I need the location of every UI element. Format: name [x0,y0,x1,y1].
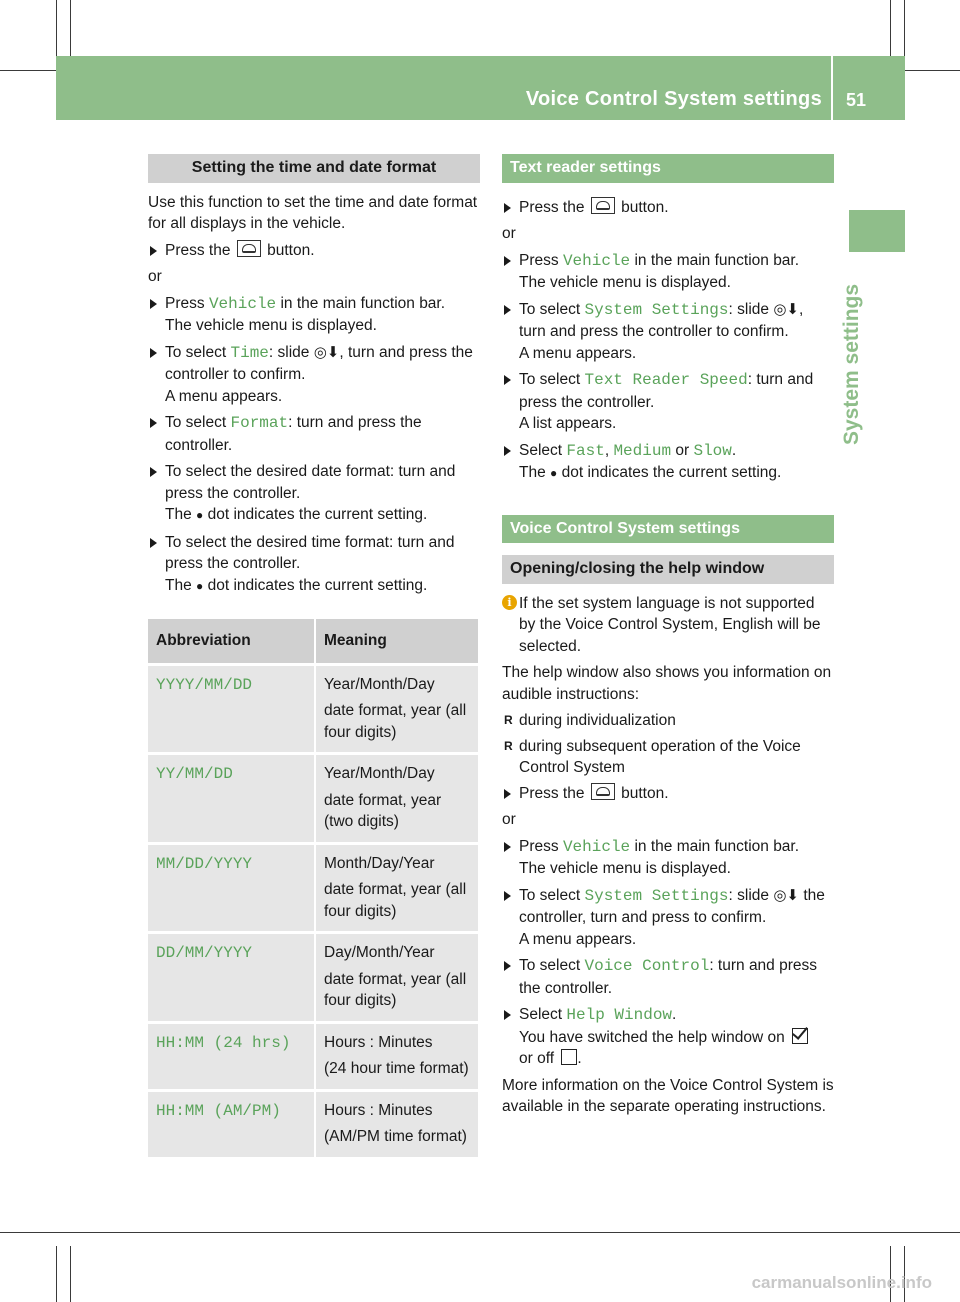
dot-indicator-icon: ● [196,578,204,593]
vehicle-button-icon [591,783,615,800]
menu-item-help-window: Help Window [566,1006,673,1024]
side-section-label: System settings [840,283,863,445]
controller-slide-icon: ◎⬇ [773,886,799,904]
step: To select Format: turn and press the controller. [148,412,480,456]
step: Press Vehicle in the main function bar. The vehicle menu is displayed. [502,250,834,294]
controller-slide-icon: ◎⬇ [313,343,340,361]
step: To select Text Reader Speed: turn and press the controller. A list appears. [502,369,834,435]
menu-item-system-settings: System Settings [584,300,729,319]
format-table [148,619,480,1157]
table-row: YY/MM/DD Year/Month/Day date format, year (two digits) [148,754,479,844]
dot-indicator-icon: ● [550,466,558,480]
step: Press Vehicle in the main function bar. The vehicle menu is displayed. [502,836,834,880]
format-code: MM/DD/YYYY [156,854,253,873]
menu-item-vehicle: Vehicle [208,294,277,313]
checkbox-unchecked-icon [561,1049,577,1065]
table-row: MM/DD/YYYY Month/Day/Year date format, year (all four digits) [148,843,479,933]
step: Select Fast, Medium or Slow. The ● dot indicates the current setting. [502,440,834,485]
section-heading-help-window: Opening/closing the help window [502,555,834,584]
intro-text: Use this function to set the time and date format for all displays in the vehicle. [148,193,478,232]
menu-item-text-reader-speed: Text Reader Speed [584,371,748,389]
right-column [502,154,834,1123]
info-note: i If the set system language is not supported by the Voice Control System, English will be selected. [502,593,834,658]
table-header-abbreviation: Abbreviation [148,619,315,664]
list-item: R during subsequent operation of the Voice Control System [502,736,834,779]
crop-mark [890,0,891,56]
or-text: or [148,268,162,285]
help-intro-text: The help window also shows you information on audible instructions: [502,664,832,703]
menu-item-vehicle: Vehicle [562,837,631,856]
step: Press the button. [502,783,834,805]
format-code: YYYY/MM/DD [156,675,253,694]
menu-item-voice-control: Voice Control [584,957,710,975]
format-code: HH:MM (24 hrs) [156,1033,291,1052]
table-row: DD/MM/YYYY Day/Month/Year date format, year (all four digits) [148,933,479,1023]
table-header-meaning: Meaning [315,619,479,664]
step: Press the button. [148,240,480,262]
step: To select Voice Control: turn and press the controller. [502,955,834,999]
section-heading-voice-control: Voice Control System settings [502,515,834,544]
page-number: 51 [846,90,867,110]
watermark: carmanualsonline.info [751,1273,932,1292]
info-icon: i [502,595,517,610]
format-code: YY/MM/DD [156,765,233,783]
crop-mark [70,0,71,56]
step: To select System Settings: slide ◎⬇ the controller, turn and press to confirm. A menu appears. [502,885,834,951]
left-column [148,154,480,1157]
controller-slide-icon: ◎⬇ [773,300,799,318]
table-row: YYYY/MM/DD Year/Month/Day date format, year (all four digits) [148,664,479,754]
step: Select Help Window. You have switched the help window on or off . [502,1004,834,1070]
vehicle-button-icon [591,197,615,214]
format-code: HH:MM (AM/PM) [156,1101,281,1120]
or-text: or [502,811,516,828]
or-text: or [502,225,516,242]
section-heading-text-reader: Text reader settings [502,154,834,183]
side-tab-marker [849,210,905,252]
step: To select the desired time format: turn and press the controller. The ● dot indicates the current setting. [148,532,480,598]
header-divider [831,56,833,120]
crop-mark [70,1246,71,1302]
format-code: DD/MM/YYYY [156,944,253,962]
list-item: R during individualization [502,710,834,732]
option-medium: Medium [613,441,672,460]
menu-item-system-settings: System Settings [584,886,729,905]
step: Press the button. [502,197,834,219]
menu-item-time: Time [230,343,269,362]
crop-mark [56,1246,57,1302]
step: To select System Settings: slide ◎⬇, turn and press the controller to confirm. A menu appears. [502,299,834,365]
vehicle-button-icon [237,240,261,257]
crop-mark [56,0,57,56]
table-row: HH:MM (AM/PM) Hours : Minutes (AM/PM time format) [148,1090,479,1157]
step: Press Vehicle in the main function bar. The vehicle menu is displayed. [148,293,480,337]
checkbox-checked-icon [792,1028,808,1044]
crop-mark [904,0,905,56]
table-row: HH:MM (24 hrs) Hours : Minutes (24 hour time format) [148,1022,479,1090]
closing-text: More information on the Voice Control System is available in the separate operating instructions. [502,1076,834,1115]
menu-item-format: Format [230,414,289,432]
section-heading-time-date: Setting the time and date format [148,154,480,183]
option-fast: Fast [566,441,605,460]
menu-item-vehicle: Vehicle [562,251,631,270]
page-header-title: Voice Control System settings [525,88,822,110]
step: To select the desired date format: turn and press the controller. The ● dot indicates the current setting. [148,461,480,527]
step: To select Time: slide ◎⬇, turn and press the controller to confirm. A menu appears. [148,342,480,408]
option-slow: Slow [693,441,732,460]
crop-mark [0,1232,960,1233]
dot-indicator-icon: ● [196,508,204,522]
